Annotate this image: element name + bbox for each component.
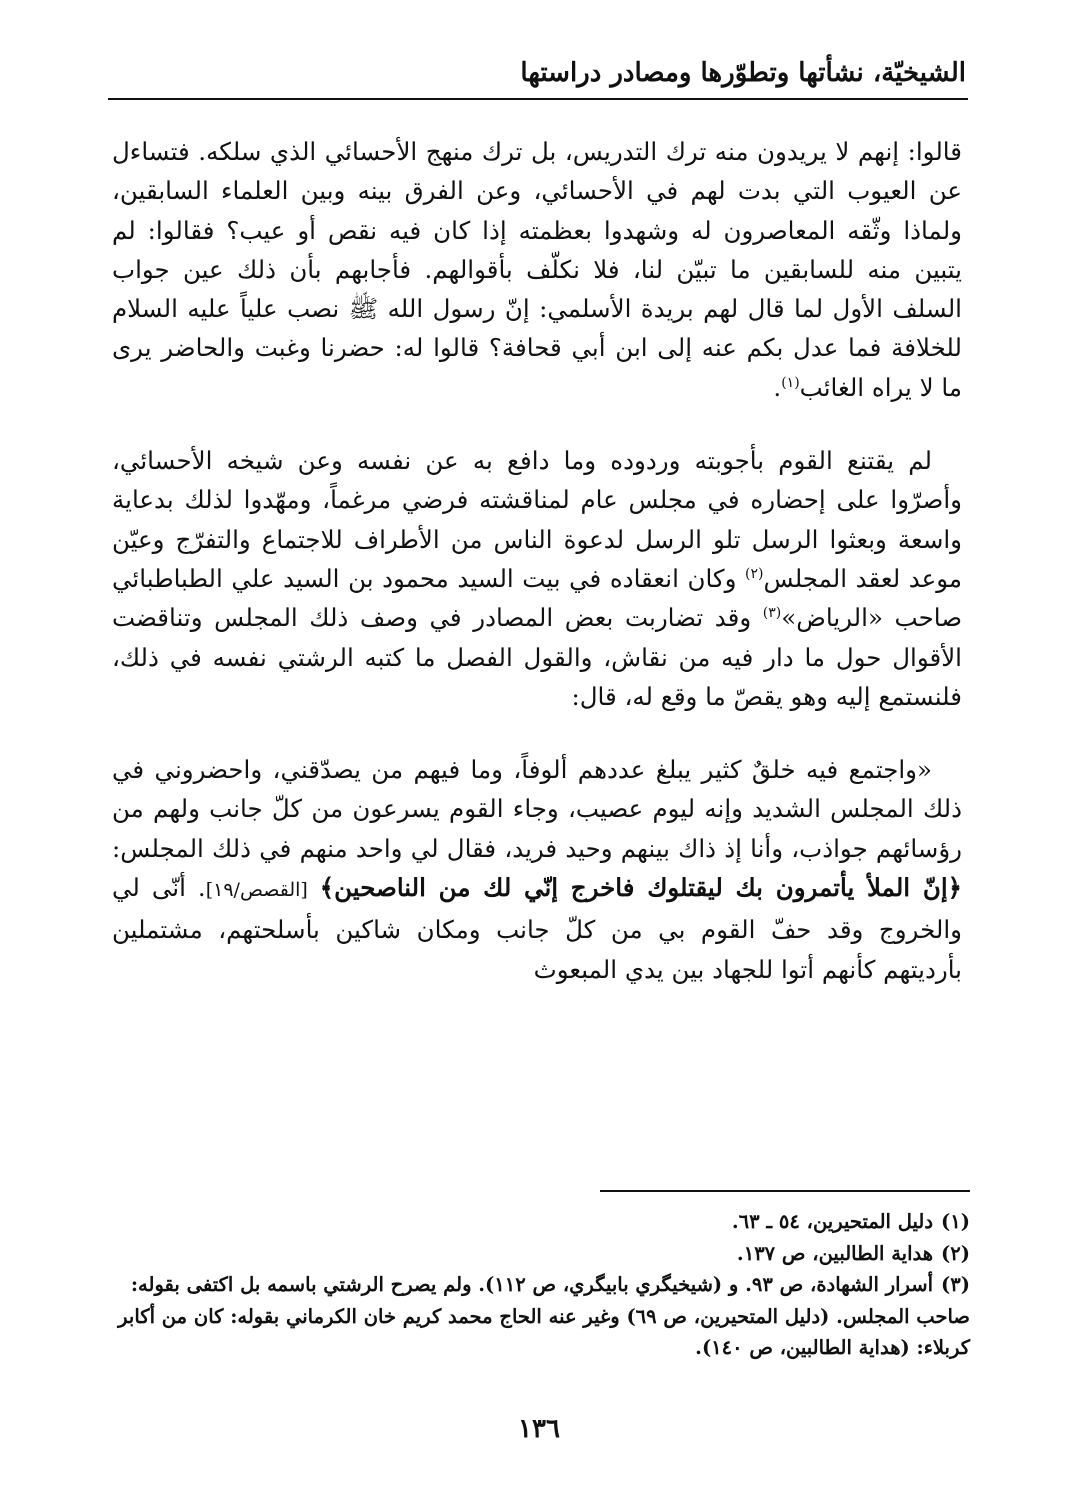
- header-title: الشيخيّة، نشأتها وتطوّرها ومصادر دراستها: [520, 58, 966, 88]
- body-text: [112, 132, 962, 989]
- footnote-number: (٣): [941, 1273, 970, 1296]
- footnote-text: هداية الطالبين، ص ١٣٧.: [736, 1241, 934, 1265]
- footnote-number: (٢): [941, 1241, 970, 1265]
- paragraph-1: قالوا: إنهم لا يريدون منه ترك التدريس، بل ترك منهج الأحسائي الذي سلكه. فتساءل عن العيوب التي بدت لهم في الأحسائي، وعن الفرق بينه وبين العلماء السابقين، ولماذا وثّقه المعاصرون له وشهدوا بعظمته إذا كان فيه نقص أو عيب؟ فقالوا: لم يتبين منه للسابقين ما تبيّن لنا، فلا نكلّف بأقوالهم. فأجابهم بأن ذلك عين جواب السلف الأول لما قال لهم بريدة الأسلمي: إنّ رسول الله ﷺ نصب علياً عليه السلام للخلافة فما عدل بكم عنه إلى ابن أبي قحافة؟ قالوا له: حضرنا وغبت والحاضر يرى ما لا يراه الغائب$^{(١)}$.: [112, 137, 962, 402]
- footnotes: [110, 1206, 970, 1364]
- paragraph-3: [112, 750, 962, 989]
- paragraph-3-text-b: . أنّى لي والخروج وقد حفّ القوم بي من كلّ جانب ومكان شاكين بأسلحتهم، مشتملين بأرديتهم كأنهم أتوا للجهاد بين يدي المبعوث: [112, 873, 962, 984]
- page-number: ١٣٦: [518, 1414, 560, 1444]
- footnote-2: [110, 1238, 970, 1270]
- paragraph-1-text: قالوا: إنهم لا يريدون منه ترك التدريس، بل ترك منهج الأحسائي الذي سلكه. فتساءل عن العيوب التي بدت لهم في الأحسائي، وعن الفرق بينه وبين العلماء السابقين، ولماذا وثّقه المعاصرون له وشهدوا بعظمته إذا كان فيه نقص أو عيب؟ فقالوا: لم يتبين منه للسابقين ما تبيّن لنا، فلا نكلّف بأقوالهم. فأجابهم بأن ذلك عين جواب السلف الأول لما قال لهم بريدة الأسلمي: إنّ رسول الله ﷺ نصب علياً عليه السلام للخلافة فما عدل بكم عنه إلى ابن أبي قحافة؟ قالوا له: حضرنا وغبت والحاضر يرى ما لا يراه الغائب: [112, 137, 962, 402]
- footnote-marker-2[interactable]: (٢): [744, 565, 764, 582]
- footnote-number: (١): [941, 1210, 970, 1233]
- paragraph-3-text-a: «واجتمع فيه خلقٌ كثير يبلغ عددهم ألوفاً، وما فيهم من يصدّقني، واحضروني في ذلك المجلس الشديد وإنه ليوم عصيب، وجاء القوم يسرعون من كلّ جانب ولهم من رؤسائهم جواذب، وأنا إذ ذاك بينهم وحيد فريد، فقال لي واحد منهم في ذلك المجلس:: [112, 755, 962, 863]
- paragraph-2-text-b: وكان انعقاده في بيت السيد محمود بن السيد علي الطباطبائي صاحب «الرياض»: [112, 563, 963, 633]
- footnote-3: [110, 1269, 970, 1364]
- footnote-marker-1[interactable]: (١): [781, 374, 800, 391]
- paragraph-2-text-a: لم يقتنع القوم بأجوبته وردوده وما دافع به عن نفسه وعن شيخه الأحسائي، وأصرّوا على إحضاره في مجلس عام لمناقشته فرضي مرغماً، ومهّدوا لذلك بدعاية واسعة وبعثوا الرسل تلو الرسل لدعوة الناس من الأطراف للاجتماع والتفرّج وعيّن موعد لعقد المجلس: [112, 446, 962, 593]
- footnote-text: دليل المتحيرين، ٥٤ ـ ٦٣.: [731, 1210, 934, 1233]
- footnote-marker-3[interactable]: (٣): [762, 605, 782, 622]
- quran-reference: [القصص/١٩]: [205, 879, 308, 902]
- running-header: [110, 56, 966, 90]
- footnote-text: أسرار الشهادة، ص ٩٣. و (شيخيگري بابيگري، ص ١١٢). ولم يصرح الرشتي باسمه بل اكتفى بقوله: صاحب المجلس. (دليل المتحيرين، ص ٦٩) وغير عنه الحاج محمد كريم خان الكرماني بقوله: كان من أكابر كربلاء: (هداية الطالبين، ص ١٤٠).: [118, 1273, 970, 1359]
- footnote-separator: [600, 1190, 970, 1192]
- header-rule: [108, 98, 968, 100]
- quran-quote: ﴿إنّ الملأ يأتمرون بك ليقتلوك فاخرج إنّي لك من الناصحين﴾: [319, 873, 963, 903]
- paragraph-2-text-c: وقد تضاربت بعض المصادر في وصف ذلك المجلس وتناقضت الأقوال حول ما دار فيه من نقاش، والقول الفصل ما كتبه الرشتي نفسه في ذلك، فلنستمع إليه وهو يقصّ ما وقع له، قال:: [112, 603, 962, 711]
- paragraph-2: [112, 441, 962, 716]
- footnote-1: [110, 1206, 970, 1238]
